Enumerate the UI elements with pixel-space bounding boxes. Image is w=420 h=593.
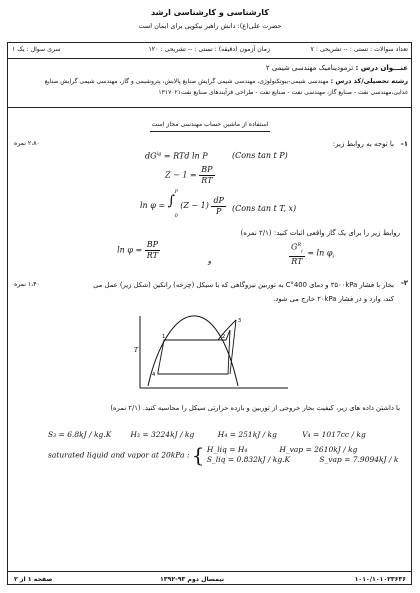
rankine-ts-diagram: [134, 310, 294, 394]
footer-code: ۱۰۱۰/۱۰۱۰۲۳۶۳۶: [354, 576, 406, 583]
q2-sat-sliq: S_liq = 0.832kJ / kg.K: [206, 455, 291, 464]
q2-data-h3: H₃ = 3224kJ / kg: [130, 430, 195, 439]
course-title: ترمودینامیک مهندسی شیمی ۲: [265, 64, 354, 72]
diagram-point-3: 3: [238, 318, 242, 324]
diagram-axis-t: T: [134, 347, 139, 354]
field-row: [45, 77, 408, 85]
q1-proof-2: $\frac{G^R_i}{RT}$ = $\ln \varphi_i$: [291, 242, 335, 267]
q1-number: ۱-: [400, 140, 408, 148]
note-underline: [150, 131, 270, 132]
footer-term: نیمسال دوم ۹۳-۱۳۹۲: [160, 576, 225, 583]
q2-sat-label: saturated liquid and vapor at 20kPa :: [48, 450, 190, 460]
q2-line2: کند، وارد و در فشار ۲۰kPa خارج می شود.: [273, 295, 394, 303]
field-line2: غذایی،مهندسی نفت - صنایع گاز، مهندسی نفت - صنایع نفت - طراحی فرآیندهای صنایع نفت۱۳۱۷۰۲۱: [158, 89, 408, 96]
q2-data-s3: S₃ = 6.8kJ / kg.K: [48, 430, 112, 439]
field-label: رشته تحصیلی/کد درس :: [330, 77, 408, 85]
course-title-label: عنـــوان درس :: [355, 64, 408, 72]
field-line1: مهندسی شیمی-بیوتکنولوژی، مهندسی شیمی گرایش صنایع پالایش، پتروشیمی و گاز، مهندسی شیمی گرایش صنایع: [44, 78, 329, 85]
q2-sat-hliq: H_liq = H₄: [206, 445, 248, 454]
q1-intro: با توجه به روابط زیر:: [332, 140, 394, 148]
q2-saturation-data: saturated liquid and vapor at 20kPa : { H_liq = H₄ H_vap = 2610kJ / kg S_liq = 0.832kJ / kg.K S_vap = 7.9094kJ / k: [48, 443, 399, 467]
q1-conjunction: و: [208, 257, 212, 265]
header-title: کارشناسی و کارشناسی ارشد: [151, 8, 269, 17]
q1-equation-3-condition: (Cons tan t T, x): [232, 204, 297, 213]
header-divider: [7, 58, 412, 59]
q1-equation-2: Z − 1 = $\frac{BP}{RT}$: [165, 165, 213, 185]
diagram-point-1: 1: [162, 334, 166, 340]
q2-number: ۲-: [400, 279, 408, 287]
footer-page: صفحه ۱ از ۲: [14, 576, 53, 583]
diagram-point-4: 4: [152, 372, 156, 378]
diagram-point-2: 2: [222, 334, 226, 340]
total-questions: تعداد سوالات : تستی : -- تشریحی : ۷: [310, 46, 408, 53]
q2-question: با داشتن داده های زیر، کیفیت بخار خروجی از توربین و بازده حرارتی سیکل را محاسبه کنید. (۲/۱ نمره): [110, 404, 400, 412]
q1-equation-3: ln φ = ∫ P 0 (Z − 1) $\frac{dP}{P}$: [140, 189, 224, 219]
q2-data-row-1: [48, 430, 366, 439]
header-quote: حضرت علی(ع): دانش راهبر نیکویی برای ایمان است: [138, 22, 282, 30]
footer-divider: [7, 571, 412, 572]
exam-time: زمان آزمون (دقیقه) : تستی : -- تشریحی : ۱۲۰: [148, 46, 270, 53]
q2-score: ۱،۴۰ نمره: [14, 281, 40, 288]
q1-proof-1: ln φ = $\frac{BP}{RT}$: [117, 240, 158, 260]
question-series: سری سوال : یک ۱: [12, 46, 61, 53]
q1-prove-text: روابط زیر را برای یک گاز واقعی اثبات کنید: (۲/۱ نمره): [240, 229, 400, 237]
q1-equation-1: $dG^{ig}$ = RTd ln P: [145, 151, 208, 161]
q2-data-h4: H₄ = 251kJ / kg: [217, 430, 277, 439]
q2-data-v4: V₄ = 1017cc / kg: [302, 430, 366, 439]
course-title-row: [266, 64, 408, 72]
calculator-note: استفاده از ماشین حساب مهندسی مجاز است: [151, 121, 269, 128]
q2-sat-svap: S_vap = 7.9094kJ / k: [319, 455, 399, 464]
q2-sat-hvap: H_vap = 2610kJ / kg: [279, 445, 358, 454]
q2-line1: بخار با فشار ۳۵۰۰kPa و دمای 400°C به توربین نیروگاهی که با سیکل (چرخه) رانکین (شکل زیر) عمل می: [93, 281, 394, 289]
q1-score: ۲،۸۰ نمره: [14, 140, 40, 147]
info-divider: [7, 107, 412, 108]
q1-equation-1-condition: (Cons tan t P): [232, 151, 288, 160]
